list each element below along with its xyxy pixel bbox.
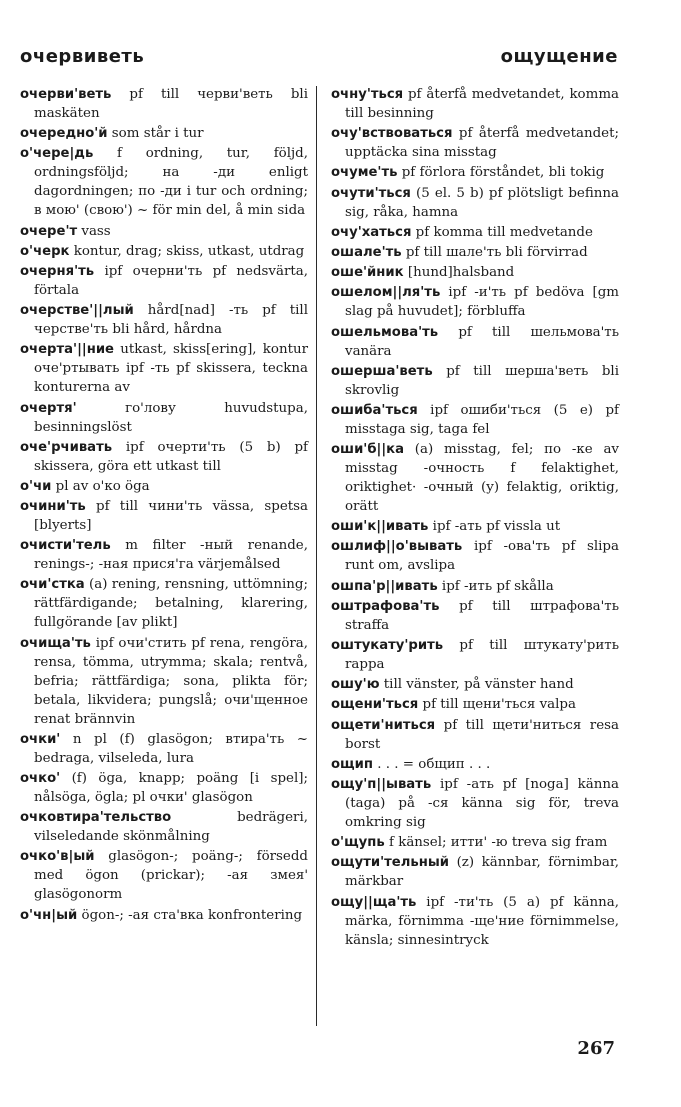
dictionary-entry: очу'вствоваться pf återfå medvetandet; upptäcka sina misstag bbox=[331, 126, 619, 161]
dictionary-entry: очертя' го'лову huvudstupa, besinningslöst bbox=[20, 400, 308, 435]
dictionary-entry: о'чи pl av о'ко öga bbox=[20, 478, 150, 494]
running-head-right: ощущение bbox=[500, 46, 618, 67]
dictionary-entry: оше'йник [hund]halsband bbox=[331, 265, 515, 281]
dictionary-entry: очу'хаться pf komma till medvetande bbox=[331, 224, 593, 240]
dictionary-entry: ощути'тельный (z) kännbar, förnimbar, märkbar bbox=[331, 855, 619, 890]
dictionary-entry: ошелом||ля'ть ipf -и'ть pf bedöva [gm slag på huvudet]; förbluffa bbox=[331, 285, 619, 320]
dictionary-entry: очковтира'тельство bedrägeri, vilseledande skönmålning bbox=[20, 810, 308, 845]
dictionary-entry: ошлиф||о'вывать ipf -ова'ть pf slipa runt om, avslipa bbox=[331, 539, 619, 574]
dictionary-entry: о'чн|ый ögon-; -ая ста'вка konfrontering bbox=[20, 907, 303, 923]
dictionary-entry: ощип . . . = общип . . . bbox=[331, 756, 491, 772]
right-column bbox=[331, 85, 619, 951]
dictionary-entry: очере'т vass bbox=[20, 223, 111, 239]
dictionary-entry: о'щупь f känsel; итти' -ю treva sig fram bbox=[331, 835, 608, 851]
dictionary-entry: оштукату'рить pf till штукату'рить rappa bbox=[331, 638, 619, 672]
dictionary-entry: ошерша'веть pf till шерша'веть bli skrovlig bbox=[331, 363, 619, 398]
running-head-left: очервиветь bbox=[20, 46, 145, 67]
dictionary-entry: очерстве'||лый hård[nad] -ть pf till черстве'ть bli hård, hårdna bbox=[20, 303, 308, 338]
dictionary-entry: ощу||ща'ть ipf -ти'ть (5 a) pf känna, märka, förnimma -ще'ние förnimmelse, känsla; sinnesintryck bbox=[331, 894, 619, 948]
dictionary-entry: очуме'ть pf förlora förståndet, bli tokig bbox=[331, 165, 605, 181]
dictionary-entry: ошпа'р||ивать ipf -ить pf skålla bbox=[331, 578, 554, 594]
column-divider bbox=[316, 86, 317, 1026]
dictionary-entry: ощени'ться pf till щени'ться valpa bbox=[331, 697, 576, 713]
dictionary-entry: оши'к||ивать ipf -ать pf vissla ut bbox=[331, 519, 561, 535]
dictionary-entry: очко' (f) öga, knapp; poäng [i spel]; nålsöga, ögla; pl очки' glasögon bbox=[20, 771, 308, 805]
dictionary-entry: очини'ть pf till чини'ть vässa, spetsa [blyerts] bbox=[20, 499, 308, 534]
dictionary-entry: ошиба'ться ipf ошиби'ться (5 e) pf misstaga sig, taga fel bbox=[331, 402, 619, 437]
dictionary-entry: очерта'||ние utkast, skiss[ering], kontur оче'ртывать ipf -ть pf skissera, teckna konturerna av bbox=[20, 342, 308, 396]
dictionary-entry: очерня'ть ipf очерни'ть pf nedsvärta, förtala bbox=[20, 263, 308, 298]
dictionary-entry: оче'рчивать ipf очерти'ть (5 b) pf skissera, göra ett utkast till bbox=[20, 439, 308, 474]
page-number: 267 bbox=[577, 1038, 615, 1059]
dictionary-entry: ошельмова'ть pf till шельмова'ть vanära bbox=[331, 324, 619, 359]
dictionary-entry: очко'в|ый glasögon-; poäng-; försedd med ögon (prickar); -ая змея' glasögonorm bbox=[20, 849, 308, 903]
dictionary-entry: ошу'ю till vänster, på vänster hand bbox=[331, 677, 574, 693]
dictionary-entry: ощу'п||ывать ipf -ать pf [noga] känna (taga) på -ся känna sig för, treva omkring sig bbox=[331, 776, 619, 830]
dictionary-entry: очерви'веть pf till черви'веть bli maskäten bbox=[20, 87, 308, 121]
dictionary-entry: оштрафова'ть pf till штрафова'ть straffa bbox=[331, 598, 619, 633]
dictionary-entry: ошале'ть pf till шале'ть bli förvirrad bbox=[331, 244, 588, 260]
dictionary-entry: о'черe|дь f ordning, tur, följd, ordningsföljd; на -ди enligt dagordningen; по -ди i tur och ordning; в мою' (свою') ~ för min del, å min sida bbox=[20, 146, 308, 219]
dictionary-entry: очи'стка (a) rening, rensning, uttömning; rättfärdigande; betalning, klarering, fullgörande [av plikt] bbox=[20, 577, 308, 631]
dictionary-entry: очередно'й som står i tur bbox=[20, 126, 204, 142]
dictionary-entry: очути'ться (5 el. 5 b) pf plötsligt befinna sig, råka, hamna bbox=[331, 185, 619, 220]
dictionary-entry: оши'б||ка (a) misstag, fel; по -ке av misstag -очность f felaktighet, oriktighet· -очный (y) felaktig, oriktig, orätt bbox=[331, 442, 619, 515]
dictionary-entry: ощети'ниться pf till щети'ниться resa borst bbox=[331, 717, 619, 752]
dictionary-entry: о'черк kontur, drag; skiss, utkast, utdrag bbox=[20, 243, 305, 259]
dictionary-entry: очну'ться pf återfå medvetandet, komma till besinning bbox=[331, 87, 619, 121]
left-column bbox=[20, 85, 308, 926]
dictionary-entry: очки' n pl (f) glasögon; втира'ть ~ bedraga, vilseleda, lura bbox=[20, 731, 308, 766]
dictionary-entry: очища'ть ipf очи'стить pf rena, rengöra, rensa, tömma, utrymma; skala; rentvå, befria; rättfärdiga; sona, plikta för; betala, likvidera; pungslå; очи'щенное renat brännvin bbox=[20, 635, 308, 727]
dictionary-entry: очисти'тель m filter -ный renande, renings-; -ная прися'га värjemålsed bbox=[20, 538, 308, 573]
